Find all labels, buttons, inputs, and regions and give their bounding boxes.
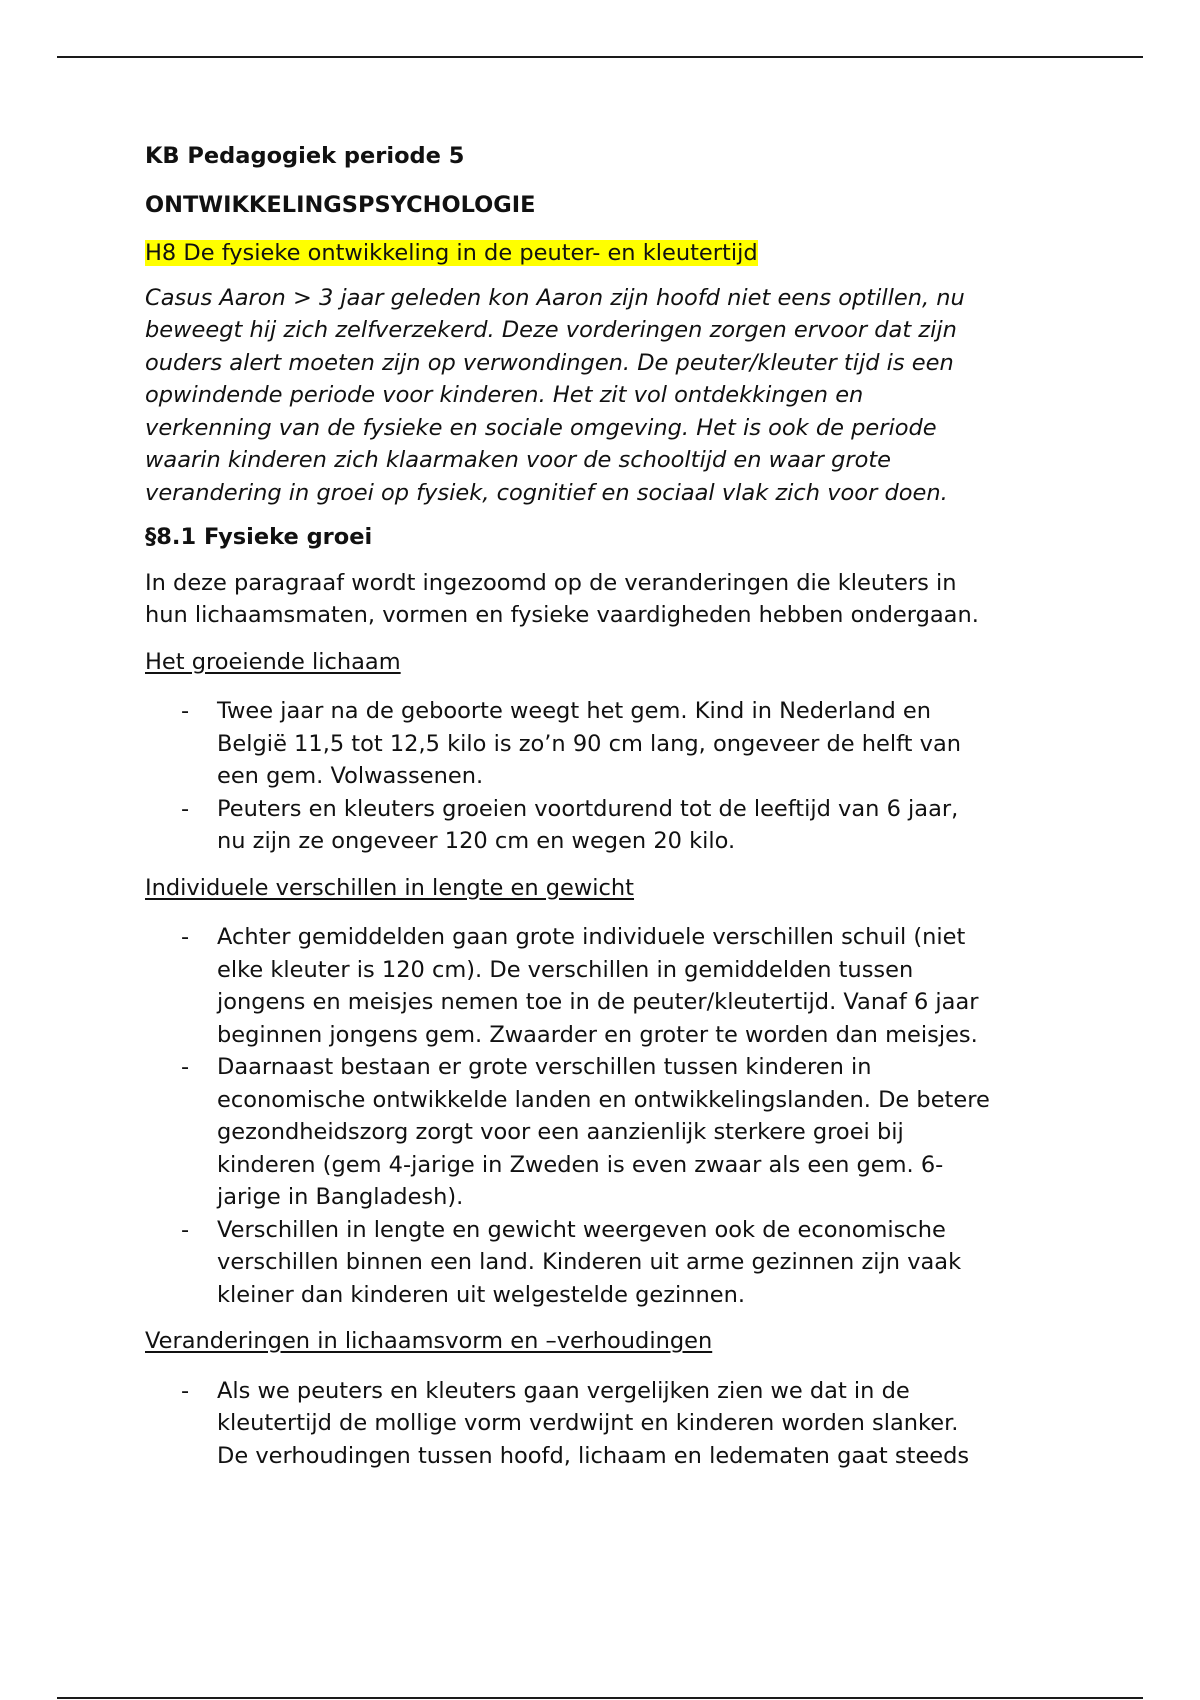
- bullet-line: Achter gemiddelden gaan grote individuele verschillen schuil (niet: [217, 924, 966, 950]
- bullet-line: kleiner dan kinderen uit welgestelde gezinnen.: [217, 1281, 746, 1308]
- bullet-line: De verhoudingen tussen hoofd, lichaam en ledematen gaat steeds: [217, 1442, 970, 1469]
- dash-marker: -: [181, 1054, 190, 1080]
- intro-line: hun lichaamsmaten, vormen en fysieke vaardigheden hebben ondergaan.: [145, 602, 979, 628]
- bullet-line: elke kleuter is 120 cm). De verschillen in gemiddelden tussen: [217, 956, 914, 983]
- section-heading: §8.1 Fysieke groei: [145, 524, 373, 550]
- bullet-line: gezondheidszorg zorgt voor een aanzienlijk sterkere groei bij: [217, 1119, 904, 1145]
- document-subject: ONTWIKKELINGSPSYCHOLOGIE: [145, 191, 536, 218]
- dash-marker: -: [181, 1377, 190, 1404]
- bullet-line: België 11,5 tot 12,5 kilo is zo’n 90 cm lang, ongeveer de helft van: [217, 730, 961, 757]
- casus-line: opwindende periode voor kinderen. Het zit vol ontdekkingen en: [145, 382, 864, 408]
- casus-line: verkenning van de fysieke en sociale omgeving. Het is ook de periode: [145, 414, 937, 441]
- casus-line: Casus Aaron > 3 jaar geleden kon Aaron zijn hoofd niet eens optillen, nu: [145, 284, 965, 311]
- bullet-line: Als we peuters en kleuters gaan vergelijken zien we dat in de: [217, 1377, 910, 1404]
- dash-marker: -: [181, 924, 190, 950]
- bullet-line: beginnen jongens gem. Zwaarder en groter te worden dan meisjes.: [217, 1021, 978, 1048]
- intro-line: In deze paragraaf wordt ingezoomd op de veranderingen die kleuters in: [145, 569, 957, 596]
- dash-marker: -: [181, 698, 190, 724]
- bullet-line: jarige in Bangladesh).: [217, 1184, 464, 1210]
- bullet-item: [145, 1375, 1075, 1473]
- page-bottom-rule: [57, 1697, 1143, 1699]
- subsection-heading: Veranderingen in lichaamsvorm en –verhoudingen: [145, 1328, 713, 1354]
- chapter-heading-highlight: H8 De fysieke ontwikkeling in de peuter- en kleutertijd: [145, 240, 758, 266]
- subsection-heading: Individuele verschillen in lengte en gewicht: [145, 874, 635, 901]
- bullet-item: [145, 793, 1075, 858]
- bullet-list: [145, 921, 1075, 1311]
- bullet-line: Twee jaar na de geboorte weegt het gem. Kind in Nederland en: [217, 698, 931, 724]
- bullet-line: jongens en meisjes nemen toe in de peuter/kleutertijd. Vanaf 6 jaar: [217, 989, 979, 1015]
- bullet-line: kleutertijd de mollige vorm verdwijnt en kinderen worden slanker.: [217, 1410, 959, 1436]
- bullet-line: Daarnaast bestaan er grote verschillen tussen kinderen in: [217, 1054, 872, 1080]
- casus-line: ouders alert moeten zijn op verwondingen. De peuter/kleuter tijd is een: [145, 349, 954, 376]
- dash-marker: -: [181, 795, 190, 822]
- casus-line: waarin kinderen zich klaarmaken voor de schooltijd en waar grote: [145, 447, 892, 473]
- document-body: [145, 140, 1075, 1486]
- bullet-line: verschillen binnen een land. Kinderen uit arme gezinnen zijn vaak: [217, 1249, 962, 1275]
- chapter-heading: [145, 237, 1075, 270]
- bullet-line: Verschillen in lengte en gewicht weergeven ook de economische: [217, 1216, 946, 1243]
- bullet-line: economische ontwikkelde landen en ontwikkelingslanden. De betere: [217, 1086, 990, 1113]
- subsection-heading: Het groeiende lichaam: [145, 648, 401, 675]
- bullet-line: kinderen (gem 4-jarige in Zweden is even zwaar als een gem. 6-: [217, 1151, 944, 1178]
- intro-paragraph: [145, 567, 1075, 632]
- bullet-item: [145, 695, 1075, 793]
- bullet-list: [145, 1375, 1075, 1473]
- bullet-line: nu zijn ze ongeveer 120 cm en wegen 20 kilo.: [217, 828, 736, 854]
- dash-marker: -: [181, 1216, 190, 1243]
- page-top-rule: [57, 56, 1143, 58]
- bullet-item: [145, 1051, 1075, 1214]
- document-title: KB Pedagogiek periode 5: [145, 143, 465, 169]
- casus-line: beweegt hij zich zelfverzekerd. Deze vorderingen zorgen ervoor dat zijn: [145, 317, 957, 343]
- bullet-line: Peuters en kleuters groeien voortdurend tot de leeftijd van 6 jaar,: [217, 795, 959, 822]
- bullet-item: [145, 1214, 1075, 1312]
- bullet-item: [145, 921, 1075, 1051]
- casus-paragraph: [145, 282, 1075, 510]
- casus-line: verandering in groei op fysiek, cognitief en sociaal vlak zich voor doen.: [145, 479, 948, 506]
- bullet-line: een gem. Volwassenen.: [217, 763, 484, 789]
- bullet-list: [145, 695, 1075, 858]
